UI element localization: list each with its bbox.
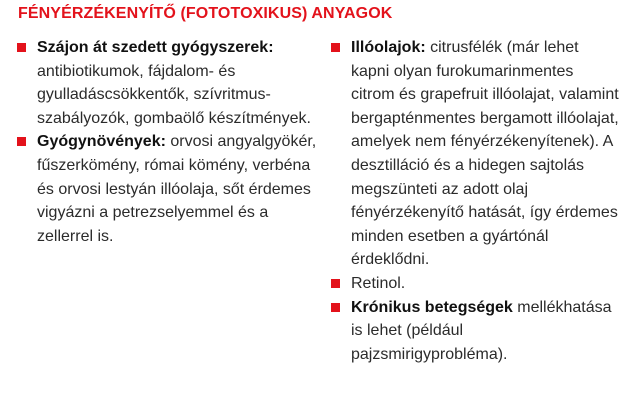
item-text: citrusfélék (már lehet kapni olyan furokumarinmentes citrom és grapefruit illóolajat, valamint bergapténmentes bergamott illóolajat, amelyek nem fényérzékenyítenek). A desztilláció és a hidegen sajtolás megszünteti az adott olaj fényérzékenyítő hatását, így érdemes minden esetben a gyártónál érdeklődni. — [351, 39, 619, 269]
list-item-chronic-diseases — [331, 296, 621, 367]
square-bullet-icon — [17, 43, 26, 52]
left-column — [17, 36, 317, 248]
item-text: antibiotikumok, fájdalom- és gyulladáscsökkentők, szívritmus-szabályozók, gombaölő készítmények. — [37, 62, 311, 127]
list-item-oral-drugs — [17, 36, 317, 130]
item-term: Gyógynövények: — [37, 133, 166, 151]
list-item-essential-oils — [331, 36, 621, 272]
square-bullet-icon — [17, 137, 26, 146]
section-title: FÉNYÉRZÉKENYÍTŐ (FOTOTOXIKUS) ANYAGOK — [18, 5, 393, 22]
item-text: Retinol. — [351, 274, 406, 292]
list-item-herbs — [17, 130, 317, 248]
right-list — [331, 36, 621, 366]
square-bullet-icon — [331, 279, 340, 288]
item-term: Szájon át szedett gyógyszerek: — [37, 39, 274, 56]
item-term: Krónikus betegségek — [351, 298, 513, 316]
square-bullet-icon — [331, 43, 340, 52]
left-list — [17, 36, 317, 248]
item-text: orvosi angyalgyökér, fűszerkömény, római kömény, verbéna és orvosi lestyán illóolaja, sőt érdemes vigyázni a petrezselyemmel és a zellerrel is. — [37, 133, 317, 245]
item-term: Illóolajok: — [351, 39, 426, 56]
item-text: mellékhatása is lehet (például pajzsmirigyprobléma). — [351, 298, 612, 363]
list-item-retinol — [331, 272, 621, 296]
right-column — [331, 36, 621, 366]
square-bullet-icon — [331, 303, 340, 312]
